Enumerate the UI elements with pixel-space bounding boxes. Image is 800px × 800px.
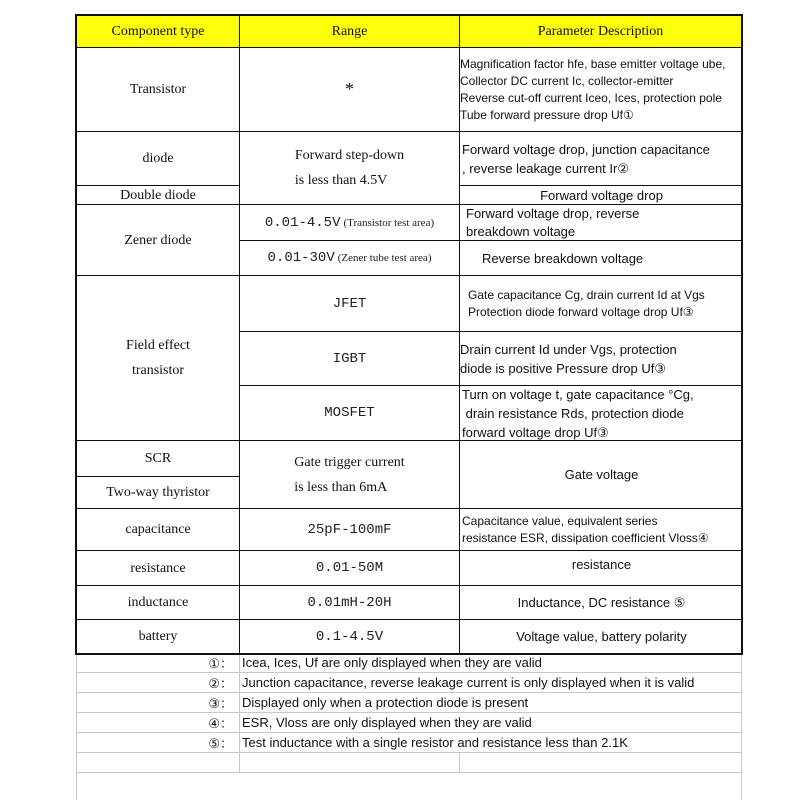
type-inductance: inductance [76,585,240,620]
range-tag: (Zener tube test area) [337,252,432,264]
note-mark: ③： [76,693,239,713]
type-line: transistor [131,363,185,378]
desc-double-diode: Forward voltage drop [459,185,742,205]
desc-line: breakdown voltage [466,223,576,239]
type-diode: diode [76,131,240,186]
range-jfet: JFET [239,275,460,332]
range-zener-tube [239,240,460,276]
range-igbt: IGBT [239,331,460,386]
range-transistor: * [239,47,460,132]
desc-battery: Voltage value, battery polarity [459,619,742,654]
range-line: Gate trigger current [294,454,405,470]
range-value: 0.01-30V [267,250,335,266]
type-transistor: Transistor [76,47,240,132]
type-capacitance: capacitance [76,508,240,551]
desc-line: forward voltage drop Uf③ [462,424,609,440]
type-fet [76,275,240,441]
range-thyristor [239,440,460,509]
desc-line: Tube forward pressure drop Uf① [460,107,634,122]
grid-line [76,753,77,800]
desc-line: Drain current Id under Vgs, protection [460,341,677,357]
desc-line: Reverse cut-off current Iceo, Ices, protection pole [460,90,722,105]
note-mark: ④： [76,713,239,733]
note-text: Junction capacitance, reverse leakage current is only displayed when it is valid [239,673,742,693]
desc-line: , reverse leakage current Ir② [462,160,630,176]
grid-line [459,753,460,773]
header-description: Parameter Description [459,15,742,48]
range-battery: 0.1-4.5V [239,619,460,654]
range-resistance: 0.01-50M [239,550,460,586]
type-zener: Zener diode [76,204,240,276]
desc-line: Turn on voltage t, gate capacitance °Cg, [462,386,694,402]
range-line: is less than 4.5V [294,173,388,188]
note-text: Icea, Ices, Uf are only displayed when they are valid [239,653,742,673]
type-two-way-thyristor: Two-way thyristor [76,476,240,509]
desc-line: Magnification factor hfe, base emitter voltage ube, [460,56,726,71]
note-mark: ②： [76,673,239,693]
desc-line: diode is positive Pressure drop Uf③ [460,360,667,376]
type-line: Field effect [126,338,190,353]
range-capacitance: 25pF-100mF [239,508,460,551]
type-scr: SCR [76,440,240,477]
range-value: 0.01-4.5V [264,214,341,231]
desc-jfet [459,275,742,332]
desc-line: Forward voltage drop, junction capacitance [462,141,710,157]
desc-line: Gate capacitance Cg, drain current Id at Vgs [468,287,705,302]
desc-line: Protection diode forward voltage drop Uf③ [468,304,694,319]
header-range: Range [239,15,460,48]
desc-mosfet [459,385,742,441]
range-mosfet: MOSFET [239,385,460,441]
range-line: Forward step-down [294,148,405,163]
desc-capacitance [459,508,742,551]
range-diode [239,131,460,205]
type-battery: battery [76,619,240,654]
grid-line [239,753,240,773]
range-zener-transistor [239,204,460,241]
desc-line: Forward voltage drop, reverse [466,205,640,221]
grid-line [76,772,742,773]
range-inductance: 0.01mH-20H [239,585,460,620]
desc-diode [459,131,742,186]
desc-line: Collector DC current Ic, collector-emitter [460,73,674,88]
range-tag: (Transistor test area) [343,216,435,229]
desc-igbt [459,331,742,386]
grid-line [741,753,742,800]
desc-line: drain resistance Rds, protection diode [462,405,684,421]
header-component-type: Component type [76,15,240,48]
desc-zener-tube: Reverse breakdown voltage [459,240,742,276]
desc-zener-transistor [459,204,742,241]
desc-thyristor: Gate voltage [459,440,742,509]
range-line: is less than 6mA [294,479,388,495]
note-mark: ①： [76,653,239,673]
type-resistance: resistance [76,550,240,586]
desc-resistance: resistance [459,550,742,586]
desc-line: resistance ESR, dissipation coefficient Vloss④ [462,530,709,545]
type-double-diode: Double diode [76,185,240,205]
desc-inductance: Inductance, DC resistance ⑤ [459,585,742,620]
desc-line: Capacitance value, equivalent series [462,513,658,528]
note-text: ESR, Vloss are only displayed when they are valid [239,713,742,733]
note-text: Test inductance with a single resistor and resistance less than 2.1K [239,733,742,753]
desc-transistor [459,47,742,132]
note-text: Displayed only when a protection diode is present [239,693,742,713]
note-mark: ⑤： [76,733,239,753]
